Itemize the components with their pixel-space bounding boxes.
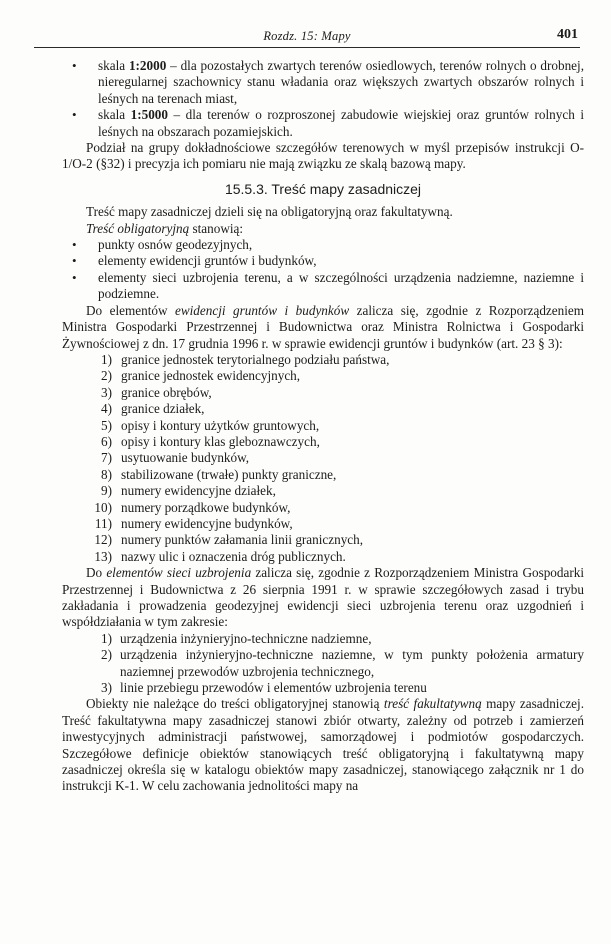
item-prefix: skala: [98, 58, 129, 73]
obligatory-label: [62, 221, 584, 237]
list-item: [62, 549, 584, 565]
item-text: stabilizowane (trwałe) punkty graniczne,: [121, 466, 337, 482]
list-item: [62, 516, 584, 532]
item-text: – dla pozostałych zwartych terenów osiedlowych, terenów rolnych o drobnej, nieregularnej szachownicy stanu władania oraz większych zwartych obszarów rolnych i leśnych na terenach miast,: [98, 58, 584, 106]
item-text: – dla terenów o rozproszonej zabudowie wiejskiej oraz gruntów rolnych i leśnych na obszarach pozamiejskich.: [98, 107, 584, 139]
item-number: 3): [101, 680, 112, 696]
item-number: 2): [101, 647, 112, 663]
item-number: 2): [101, 368, 112, 384]
item-text: linie przebiegu przewodów i elementów uzbrojenia terenu: [120, 680, 427, 696]
text-run: mapy zasadniczej. Treść fakultatywna mapy zasadniczej stanowi zbiór otwarty, zależny od potrzeb i zamierzeń inwestycyjnych administracji państwowej, samorządowej i podmiotów gospodarczych. Szczegółowe definicje obiektów stanowiących treść obligatoryjną i fakultatywną mapy zasadniczej określa się w katalogu obiektów mapy zasadniczej, stanowiącego załącznik nr 1 do instrukcji K-1. W celu zachowania jednolitości mapy na: [62, 696, 584, 794]
text-run-italic: elementów sieci uzbrojenia: [106, 565, 252, 581]
item-text: usytuowanie budynków,: [121, 450, 250, 466]
running-header: [34, 25, 580, 48]
text-run: Obiekty nie należące do treści obligatoryjnej stanowią: [86, 696, 384, 712]
item-text: elementy sieci uzbrojenia terenu, a w szczególności urządzenia nadziemne, naziemne i podziemne.: [98, 269, 584, 302]
paragraph-intro: Treść mapy zasadniczej dzieli się na obligatoryjną oraz fakultatywną.: [86, 204, 453, 220]
obligatory-list: [62, 237, 584, 303]
text-run: Do: [86, 565, 107, 581]
list-item: [62, 647, 584, 680]
list-item: [62, 631, 584, 647]
cadastre-list: [62, 352, 584, 565]
list-item: [62, 58, 584, 107]
text-run-italic: treść fakultatywną: [383, 696, 482, 712]
text-run: Do elementów: [86, 302, 175, 318]
item-text: numery porządkowe budynków,: [121, 499, 291, 515]
item-text: punkty osnów geodezyjnych,: [98, 237, 253, 253]
section-heading: 15.5.3. Treść mapy zasadniczej: [224, 180, 422, 197]
obligatory-label-italic: Treść obligatoryjną: [86, 220, 190, 236]
text-run: zalicza się, zgodnie z Rozporządzeniem Ministra Gospodarki Przestrzennej i Budownictwa oraz Ministra Rolnictwa i Gospodarki Żywnościowej z dn. 17 grudnia 1996 r. w sprawie ewidencji gruntów i budynków (art. 23 § 3):: [62, 302, 584, 351]
item-text: urządzenia inżynieryjno-techniczne nadziemne,: [120, 630, 372, 646]
text-run: zalicza się, zgodnie z Rozporządzeniem Ministra Gospodarki Przestrzennej i Budownictwa z 26 sierpnia 1991 r. w sprawie szczegółowych zasad i trybu zakładania i prowadzenia geodezyjnej ewidencji sieci uzbrojenia terenu oraz uzgodnień i współdziałania w tym zakresie:: [62, 565, 584, 630]
obligatory-label-rest: stanowią:: [189, 220, 244, 236]
scale-list: [62, 58, 584, 140]
item-number: 8): [101, 466, 112, 482]
bullet-icon: •: [72, 253, 77, 269]
item-number: 5): [101, 417, 112, 433]
item-text: numery ewidencyjne budynków,: [121, 515, 293, 531]
item-text: granice obrębów,: [121, 384, 212, 400]
item-number: 10): [94, 499, 112, 515]
list-item: [62, 352, 584, 368]
item-text: urządzenia inżynieryjno-techniczne naziemne, w tym punkty położenia armatury naziemnej przewodów uzbrojenia technicznego,: [120, 647, 584, 679]
chapter-title: Rozdz. 15: Mapy: [263, 29, 351, 43]
item-text: granice jednostek terytorialnego podziału państwa,: [121, 351, 390, 367]
item-number: 4): [101, 401, 112, 417]
item-text: granice działek,: [121, 401, 205, 417]
list-item: [62, 500, 584, 516]
list-item: [62, 467, 584, 483]
paragraph-division: Podział na grupy dokładnościowe szczegółów terenowych w myśl przepisów instrukcji O-1/O-2 (§32) i precyzja ich pomiaru nie mają związku ze skalą bazową mapy.: [62, 140, 584, 172]
item-number: 3): [101, 384, 112, 400]
list-item: [62, 401, 584, 417]
list-item: [62, 483, 584, 499]
list-item: [62, 368, 584, 384]
list-item: [62, 270, 584, 303]
item-number: 7): [101, 450, 112, 466]
item-text: opisy i kontury użytków gruntowych,: [121, 417, 320, 433]
bullet-icon: •: [72, 269, 77, 285]
page-body: [62, 58, 584, 795]
list-item: [62, 450, 584, 466]
item-text: numery ewidencyjne działek,: [121, 483, 276, 499]
item-number: 1): [101, 630, 112, 646]
item-number: 1): [101, 351, 112, 367]
list-item: [62, 253, 584, 269]
item-number: 12): [94, 532, 112, 548]
bullet-icon: •: [72, 237, 77, 253]
item-text: granice jednostek ewidencyjnych,: [121, 368, 301, 384]
list-item: [62, 418, 584, 434]
scale-value: 1:5000: [130, 107, 168, 123]
list-item: [62, 385, 584, 401]
list-item: [62, 532, 584, 548]
bullet-icon: •: [72, 58, 77, 73]
text-run-italic: ewidencji gruntów i budynków: [174, 302, 350, 318]
item-number: 6): [101, 433, 112, 449]
paragraph-cadastre: [62, 303, 584, 352]
item-number: 13): [94, 548, 112, 564]
list-item: [62, 434, 584, 450]
item-text: numery punktów załamania linii granicznych,: [121, 532, 364, 548]
paragraph-optional: [62, 696, 584, 794]
list-item: [62, 680, 584, 696]
list-item: [62, 237, 584, 253]
item-prefix: skala: [98, 107, 131, 123]
item-number: 11): [94, 515, 112, 531]
item-text: elementy ewidencji gruntów i budynków,: [98, 253, 317, 269]
page-number: 401: [557, 27, 578, 42]
utility-list: [62, 631, 584, 697]
item-text: opisy i kontury klas gleboznawczych,: [121, 433, 320, 449]
bullet-icon: •: [72, 107, 77, 123]
item-text: nazwy ulic i oznaczenia dróg publicznych.: [121, 548, 346, 564]
item-number: 9): [101, 483, 112, 499]
list-item: [62, 107, 584, 140]
paragraph-utilities: [62, 565, 584, 631]
scale-value: 1:2000: [128, 58, 167, 73]
